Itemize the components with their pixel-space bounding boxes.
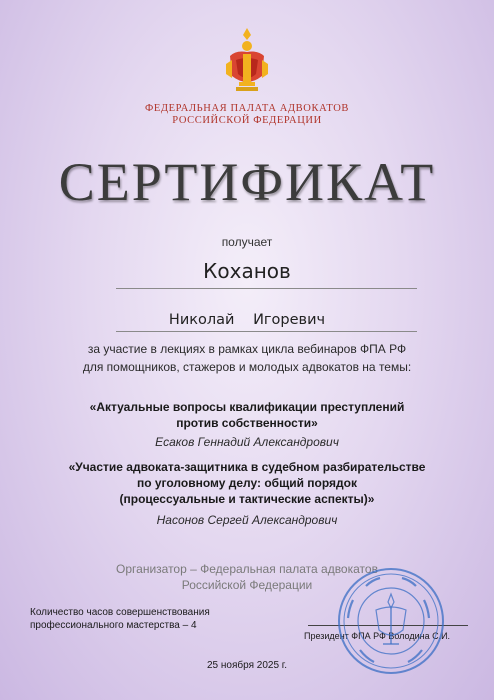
surname-underline <box>116 288 417 289</box>
certificate-title: СЕРТИФИКАТ <box>58 152 436 212</box>
intro-line1: за участие в лекциях в рамках цикла вебинаров ФПА РФ <box>87 342 407 356</box>
organizer-line1: Организатор – Федеральная палата адвокатов <box>116 562 378 576</box>
topic2-line1: «Участие адвоката-защитника в судебном разбирательстве <box>68 460 426 474</box>
hours-line1: Количество часов совершенствования <box>30 607 210 618</box>
receives-label: получает <box>221 235 273 249</box>
given-names-underline <box>116 331 417 332</box>
president-signature: Президент ФПА РФ Володина С.И. <box>304 631 451 641</box>
topic2-lecturer: Насонов Сергей Александрович <box>156 513 338 527</box>
recipient-given-names: Николай Игоревич <box>168 312 326 328</box>
hours-line2: профессионального мастерства – 4 <box>30 620 197 631</box>
organizer-line2: Российской Федерации <box>181 578 313 592</box>
topic1-lecturer: Есаков Геннадий Александрович <box>155 435 339 449</box>
topic2-line2: по уголовному делу: общий порядок <box>136 476 358 490</box>
topic1-line2: против собственности» <box>176 416 318 430</box>
recipient-surname: Коханов <box>203 259 291 283</box>
topic2-line3: (процессуальные и тактические аспекты)» <box>119 492 375 506</box>
org-name-line1: ФЕДЕРАЛЬНАЯ ПАЛАТА АДВОКАТОВ <box>144 103 349 114</box>
topic1-line1: «Актуальные вопросы квалификации преступлений <box>89 400 405 414</box>
fpa-emblem-icon <box>222 26 272 98</box>
org-name-line2: РОССИЙСКОЙ ФЕДЕРАЦИИ <box>172 115 322 126</box>
issue-date: 25 ноября 2025 г. <box>207 660 287 671</box>
intro-line2: для помощников, стажеров и молодых адвокатов на темы: <box>82 360 412 374</box>
